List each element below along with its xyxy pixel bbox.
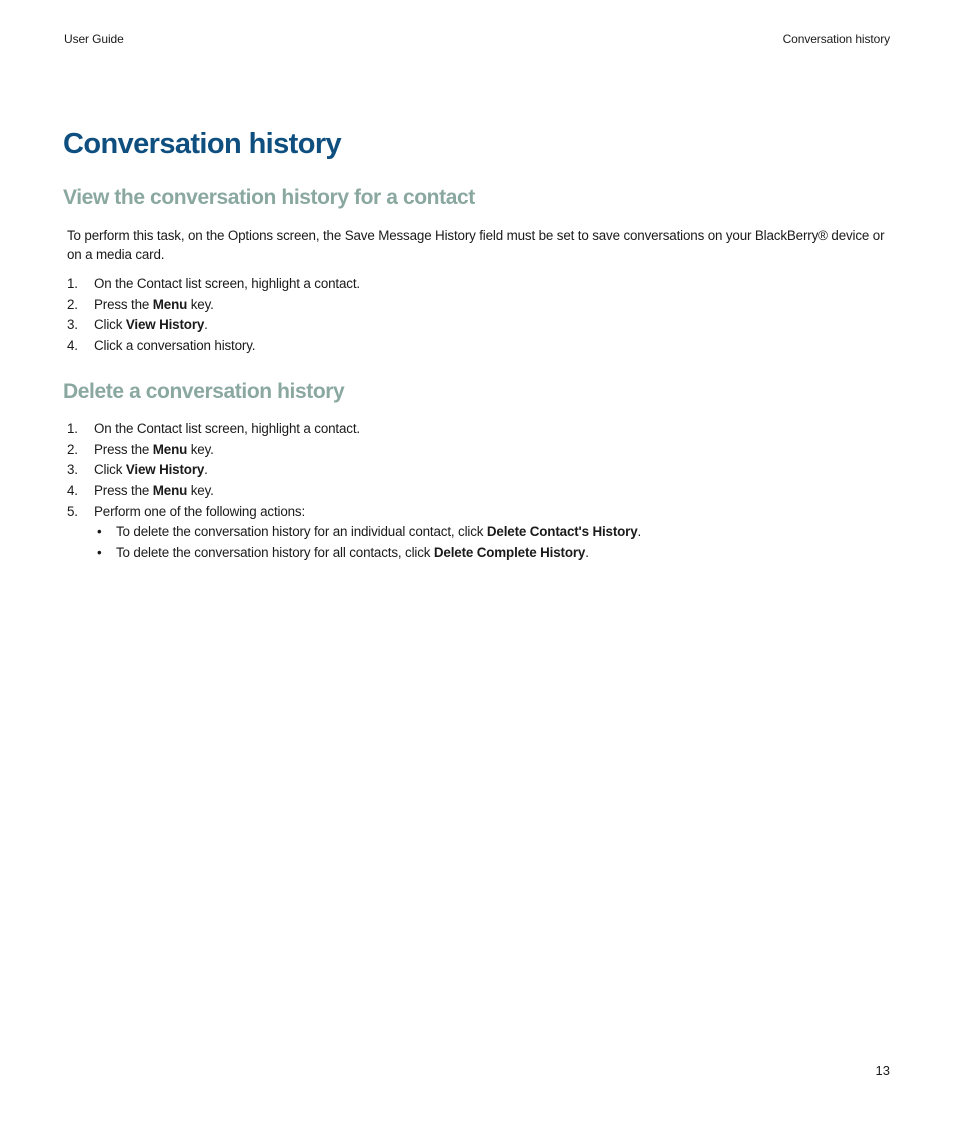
step-text: Click a conversation history.	[94, 338, 256, 354]
list-item	[67, 522, 895, 563]
step-text: Perform one of the following actions:	[94, 503, 306, 519]
step-number: 4.	[67, 338, 78, 354]
bullet-text-post: .	[585, 545, 589, 561]
delete-contacts-history-label: Delete Contact's History	[486, 524, 638, 540]
section-heading-delete-history: Delete a conversation history	[63, 380, 345, 403]
menu-key-label: Menu	[152, 441, 188, 457]
step-number: 2.	[67, 296, 78, 312]
list-item	[67, 440, 895, 461]
list-item	[67, 315, 895, 336]
list-item	[67, 460, 895, 481]
section-heading-view-history: View the conversation history for a contact	[63, 186, 475, 209]
bullet-text-pre: To delete the conversation history for an individual contact, click	[116, 524, 487, 540]
step-text: On the Contact list screen, highlight a contact.	[94, 421, 360, 436]
bullet-text-post: .	[637, 524, 642, 540]
menu-key-label: Menu	[152, 483, 188, 499]
step-number: 5.	[67, 503, 78, 519]
running-header-right: Conversation history	[782, 32, 890, 46]
list-item	[67, 295, 895, 316]
page-number: 13	[875, 1063, 890, 1078]
section-intro-paragraph: To perform this task, on the Options screen, the Save Message History field must be set to save conversations on your BlackBerry® device or on a media card.	[67, 228, 885, 262]
step-text: On the Contact list screen, highlight a contact.	[94, 276, 360, 291]
step-text-post: key.	[187, 483, 214, 499]
page-title: Conversation history	[63, 128, 342, 160]
list-item	[67, 502, 895, 523]
step-number: 1.	[67, 421, 78, 436]
view-history-label: View History	[125, 462, 205, 478]
bullet-icon: •	[97, 545, 102, 561]
step-text-post: .	[204, 317, 208, 333]
step-number: 4.	[67, 483, 78, 499]
bullet-item	[94, 543, 895, 564]
bullet-icon: •	[97, 524, 102, 540]
step-text-post: key.	[187, 296, 214, 312]
step-text-pre: Press the	[94, 296, 153, 312]
list-item	[67, 274, 895, 295]
list-item	[67, 336, 895, 357]
step-text-pre: Press the	[94, 483, 153, 499]
step-text-post: .	[204, 462, 208, 478]
menu-key-label: Menu	[152, 296, 188, 312]
delete-history-steps	[67, 419, 895, 564]
step-text-pre: Press the	[94, 441, 153, 457]
step-number: 3.	[67, 462, 78, 478]
step-text-pre: Click	[94, 317, 126, 333]
step-number: 2.	[67, 441, 78, 457]
step-number: 1.	[67, 276, 78, 291]
view-history-label: View History	[125, 317, 205, 333]
bullet-text-pre: To delete the conversation history for all contacts, click	[116, 545, 434, 561]
bullet-item	[94, 522, 895, 543]
step-text-pre: Click	[94, 462, 126, 478]
running-header-left: User Guide	[64, 32, 124, 46]
list-item	[67, 419, 895, 440]
step-number: 3.	[67, 317, 78, 333]
list-item	[67, 481, 895, 502]
view-history-steps	[67, 274, 895, 357]
step-text-post: key.	[187, 441, 214, 457]
action-bullets	[94, 522, 895, 563]
delete-complete-history-label: Delete Complete History	[433, 545, 586, 561]
